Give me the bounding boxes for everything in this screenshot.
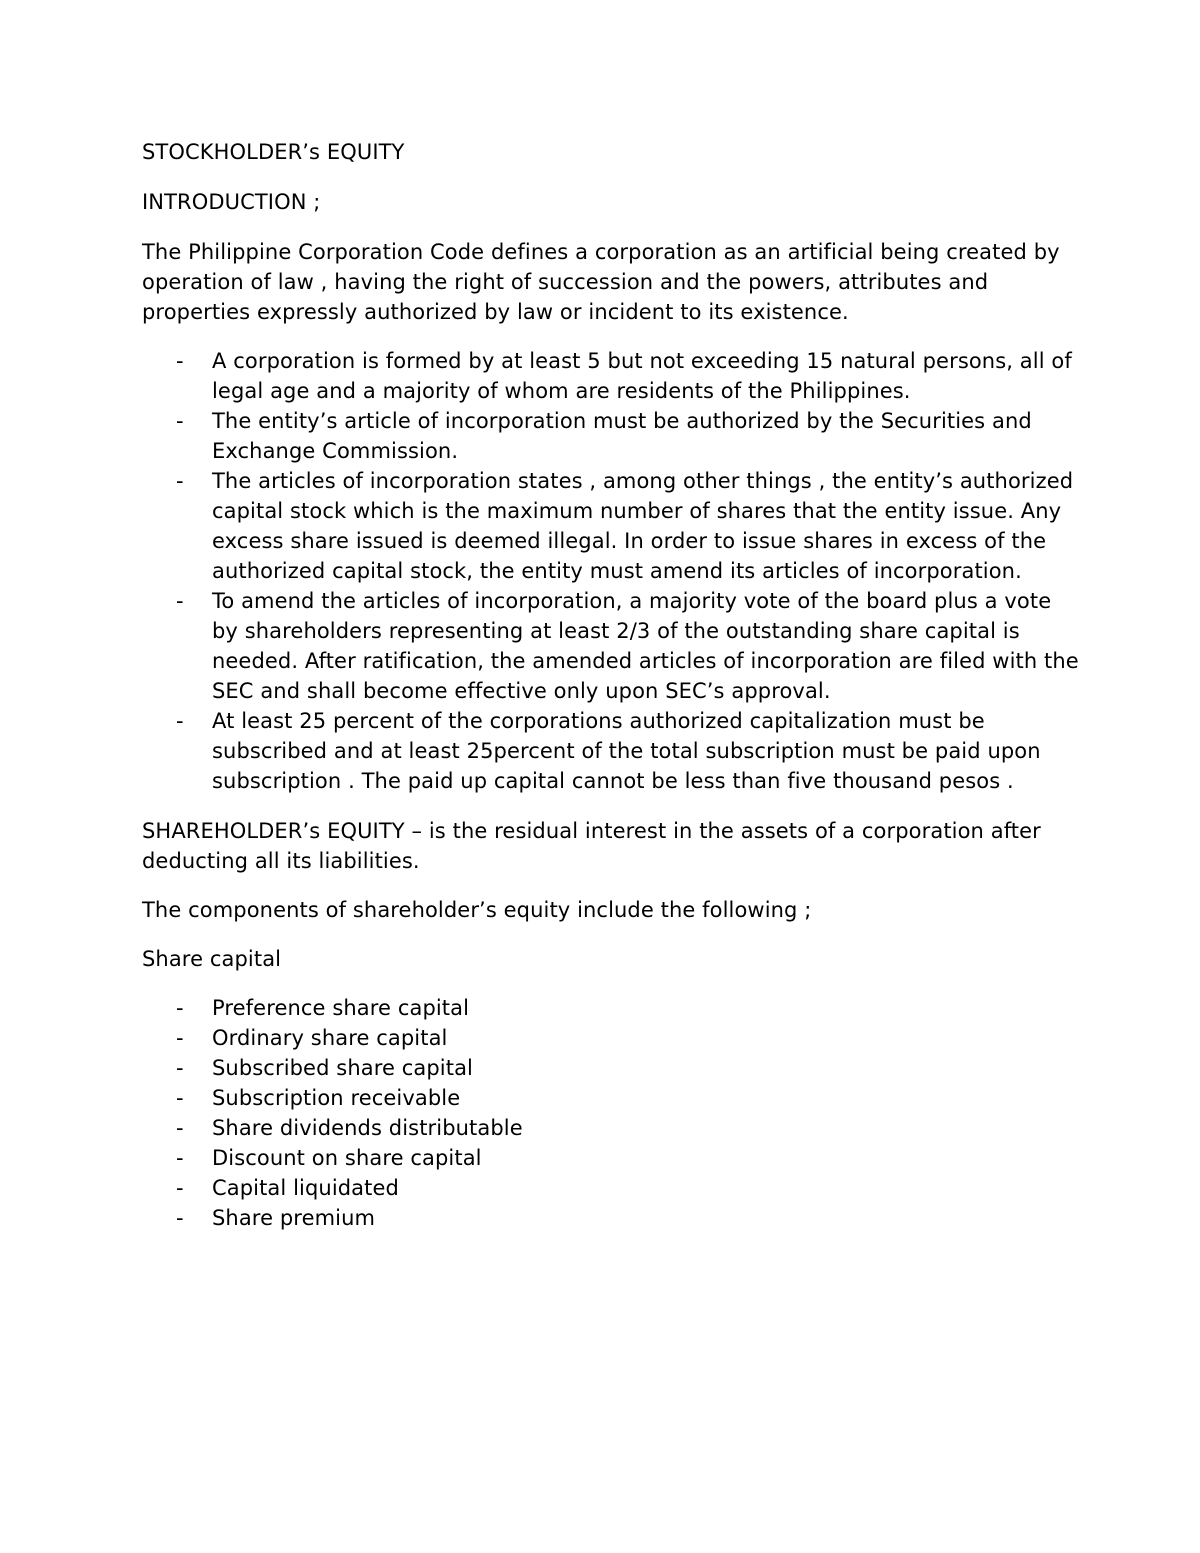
list-item bbox=[142, 1023, 1082, 1053]
list-item-text: Subscription receivable bbox=[212, 1086, 461, 1110]
dash-bullet-icon: - bbox=[176, 589, 184, 613]
list-item bbox=[142, 586, 1082, 706]
list-item-text: The articles of incorporation states , among other things , the entity’s authorized capital stock which is the maximum number of shares that the entity issue. Any excess share issued is deemed illegal. In order to issue shares in excess of the authorized capital stock, the entity must amend its articles of incorporation. bbox=[212, 469, 1074, 583]
dash-bullet-icon: - bbox=[176, 349, 184, 373]
list-item bbox=[142, 346, 1082, 406]
introduction-paragraph: The Philippine Corporation Code defines a corporation as an artificial being created by operation of law , having the right of succession and the powers, attributes and properties expressly authorized by law or incident to its existence. bbox=[142, 240, 1060, 324]
list-item-text: At least 25 percent of the corporations authorized capitalization must be subscribed and at least 25percent of the total subscription must be paid upon subscription . The paid up capital cannot be less than five thousand pesos . bbox=[212, 709, 1041, 793]
list-item bbox=[142, 1083, 1082, 1113]
list-item-text: Discount on share capital bbox=[212, 1146, 482, 1170]
list-item bbox=[142, 1203, 1082, 1233]
dash-bullet-icon: - bbox=[176, 1206, 184, 1230]
list-item-text: To amend the articles of incorporation, a majority vote of the board plus a vote by shareholders representing at least 2/3 of the outstanding share capital is needed. After ratification, the amended articles of incorporation are filed with the SEC and shall become effective only upon SEC’s approval. bbox=[212, 589, 1079, 703]
list-item bbox=[142, 1143, 1082, 1173]
dash-bullet-icon: - bbox=[176, 709, 184, 733]
list-item bbox=[142, 706, 1082, 796]
list-item bbox=[142, 1053, 1082, 1083]
list-item bbox=[142, 1173, 1082, 1203]
dash-bullet-icon: - bbox=[176, 1116, 184, 1140]
dash-bullet-icon: - bbox=[176, 469, 184, 493]
components-intro: The components of shareholder’s equity include the following ; bbox=[142, 898, 812, 922]
list-item bbox=[142, 406, 1082, 466]
document-page bbox=[142, 137, 1082, 1253]
dash-bullet-icon: - bbox=[176, 1176, 184, 1200]
list-item bbox=[142, 1113, 1082, 1143]
list-item bbox=[142, 466, 1082, 586]
list-item-text: Ordinary share capital bbox=[212, 1026, 448, 1050]
dash-bullet-icon: - bbox=[176, 1146, 184, 1170]
list-item-text: Subscribed share capital bbox=[212, 1056, 473, 1080]
dash-bullet-icon: - bbox=[176, 1086, 184, 1110]
dash-bullet-icon: - bbox=[176, 1026, 184, 1050]
list-item-text: Share dividends distributable bbox=[212, 1116, 523, 1140]
dash-bullet-icon: - bbox=[176, 409, 184, 433]
list-item-text: Capital liquidated bbox=[212, 1176, 399, 1200]
introduction-heading: INTRODUCTION ; bbox=[142, 190, 321, 214]
share-capital-heading: Share capital bbox=[142, 947, 282, 971]
list-item-text: Share premium bbox=[212, 1206, 376, 1230]
list-item-text: The entity’s article of incorporation must be authorized by the Securities and Exchange Commission. bbox=[212, 409, 1032, 463]
dash-bullet-icon: - bbox=[176, 1056, 184, 1080]
introduction-points-list bbox=[142, 346, 1082, 796]
share-capital-list bbox=[142, 993, 1082, 1233]
list-item-text: Preference share capital bbox=[212, 996, 470, 1020]
list-item bbox=[142, 993, 1082, 1023]
document-title: STOCKHOLDER’s EQUITY bbox=[142, 140, 405, 164]
list-item-text: A corporation is formed by at least 5 but not exceeding 15 natural persons, all of legal age and a majority of whom are residents of the Philippines. bbox=[212, 349, 1072, 403]
dash-bullet-icon: - bbox=[176, 996, 184, 1020]
shareholders-equity-definition: SHAREHOLDER’s EQUITY – is the residual interest in the assets of a corporation after deducting all its liabilities. bbox=[142, 819, 1041, 873]
